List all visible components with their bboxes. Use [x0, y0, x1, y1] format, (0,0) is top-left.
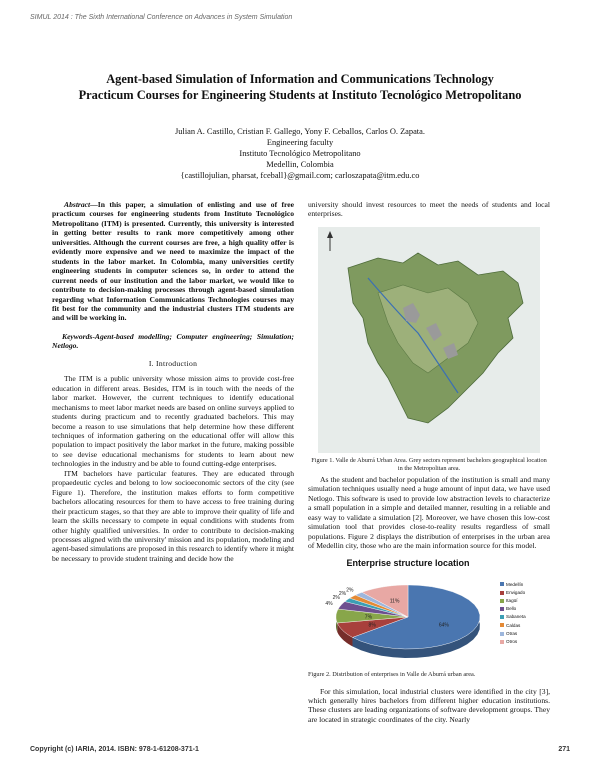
- abstract-label: Abstract: [64, 200, 91, 209]
- figure-2-pie-chart: [308, 559, 550, 663]
- pie-data-label: 11%: [389, 597, 400, 604]
- legend-swatch: [500, 640, 504, 644]
- legend-item: [500, 638, 526, 646]
- legend-swatch: [500, 599, 504, 603]
- legend-label: Medellín: [506, 581, 524, 587]
- author-city: Medellin, Colombia: [266, 160, 334, 169]
- author-email: {castillojulian, pharsat, fceball}@gmail.com; carloszapata@itm.edu.co: [180, 171, 420, 180]
- copyright-footer: Copyright (c) IARIA, 2014. ISBN: 978-1-61208-371-1: [30, 746, 199, 753]
- author-block: [60, 126, 540, 181]
- paragraph: For this simulation, local industrial clusters were identified in the city [3], which generally hires bachelors from different higher education institutions. These clusters are leading organizations of software development groups. They are located in strategic coordinates of the city. Nearly: [308, 686, 550, 724]
- legend-label: Envigado: [506, 589, 526, 595]
- legend-item: [500, 630, 526, 638]
- pie-data-label: 64%: [438, 622, 449, 629]
- figure-2-caption: Figure 2. Distribution of enterprises in Valle de Aburrá urban area.: [308, 670, 476, 678]
- legend-item: [500, 581, 526, 589]
- map-image: [308, 223, 550, 455]
- chart-title: Enterprise structure location: [346, 557, 470, 568]
- pie-data-label: 2%: [346, 587, 354, 594]
- legend-label: Itagüí: [506, 597, 518, 603]
- legend-item: [500, 613, 526, 621]
- legend-item: [500, 597, 526, 605]
- legend-label: Caldas: [506, 622, 521, 628]
- paragraph-continued: university should invest resources to meet the needs of students and local enterprises.: [308, 200, 550, 219]
- pie-data-label: 7%: [364, 613, 373, 620]
- paragraph: The ITM is a public university whose mission aims to provide cost-free education in different areas. Besides, ITM is in touch with the needs of the labor market. However, the current techniques to identify educational mechanisms to meet labor market needs are based on online surveys applied to students during practicum and to recently graduated bachelors. This may become a reason to use simulations that help determine how these different techniques of information gathering on the educational offer will allow this population to impact positively the labor market in the future, making possible to see devise educational mechanisms for students to learn about new technologies in the industry and be able to found cutting-edge enterprises.: [52, 374, 294, 469]
- left-column: [52, 200, 294, 563]
- pie-data-label: 2%: [338, 590, 347, 597]
- right-column: [308, 200, 550, 724]
- paper-title: [40, 71, 560, 103]
- abstract-text: —In this paper, a simulation of enlisting and use of free practicum courses for engineering students from Instituto Tecnológico Metropolitano (ITM) is presented. Currently, this university is interested in getting better results to rank more competitively among other universities. Although the current courses are free, a high quality offer is evidently more expensive and we need to maximize the impact of the students in the labor market. In Colombia, many universities certify engineering students in computer sciences so, in order to attend the current needs of our institution and the labor market, we would like to contribute to decision-making processes through agent-based simulation regarding what Information Communications Technologies courses may fit best for the community and the industrial clusters ITM students are and will be working in.: [52, 200, 294, 323]
- chart-legend: [500, 581, 526, 647]
- legend-swatch: [500, 623, 504, 627]
- abstract: [52, 200, 294, 323]
- title-line-2: Practicum Courses for Engineering Students at Instituto Tecnológico Metropolitano: [78, 88, 522, 102]
- figure-1-caption: Figure 1. Valle de Aburrá Urban Area. Grey sectors represent bachelors geographical location in the Metropolitan area.: [311, 457, 547, 473]
- legend-item: [500, 622, 526, 630]
- author-inst: Instituto Tecnológico Metropolitano: [239, 149, 361, 158]
- legend-label: Otras: [506, 630, 518, 636]
- legend-swatch: [500, 607, 504, 611]
- pie-plot: [308, 559, 498, 663]
- legend-label: Sabaneta: [506, 614, 526, 620]
- running-header: SIMUL 2014 : The Sixth International Conference on Advances in System Simulation: [30, 14, 293, 21]
- title-line-1: Agent-based Simulation of Information and Communications Technology: [106, 72, 494, 86]
- figure-1-map: [308, 223, 550, 473]
- legend-swatch: [500, 582, 504, 586]
- paragraph: ITM bachelors have particular features. They are educated through propaedeutic cycles and belong to low socioeconomic sectors of the city (see Figure 1). Therefore, the institution makes efforts to form competitive bachelors allocating resources for them to have access to free training during their practicum stages, so that they are able to improve their quality of life and learn the skills necessary to compete in equal conditions with students from other highly qualified universities. In order to contribute to decision-making processes aligned with the university' mission and its population, modeling and agent-based simulations are proposed in this research to identify where it might be necessary to provide student training and decide how the: [52, 468, 294, 563]
- legend-label: Otros: [506, 638, 518, 644]
- legend-item: [500, 589, 526, 597]
- pie-data-label: 8%: [368, 622, 376, 629]
- keywords: Keywords-Agent-based modelling; Computer engineering; Simulation; Netlogo.: [52, 331, 294, 351]
- legend-swatch: [500, 591, 504, 595]
- pie-data-label: 2%: [332, 594, 340, 601]
- pie-data-label: 4%: [325, 600, 333, 607]
- page-number: 271: [558, 746, 570, 753]
- paragraph: As the student and bachelor population of the institution is small and many simulation techniques usually need a huge amount of input data, we have used Netlogo. This software is used to provide low abstraction levels to characterize a small population in a simple and detailed manner, resulting in a reliable and easy way to validate a simulation [2]. Moreover, we have chosen this low-cost simulation tool that provides close-to-reality results regardless of small populations. Figure 2 displays the distribution of enterprises in the urban area of Medellin city, those who are the main information source for this model.: [308, 474, 550, 551]
- author-dept: Engineering faculty: [266, 138, 334, 147]
- legend-swatch: [500, 615, 504, 619]
- section-heading: I. Introduction: [148, 358, 198, 368]
- legend-swatch: [500, 632, 504, 636]
- author-names: Julian A. Castillo, Cristian F. Gallego, Yony F. Ceballos, Carlos O. Zapata.: [175, 127, 425, 136]
- legend-item: [500, 605, 526, 613]
- legend-label: Bello: [506, 606, 517, 612]
